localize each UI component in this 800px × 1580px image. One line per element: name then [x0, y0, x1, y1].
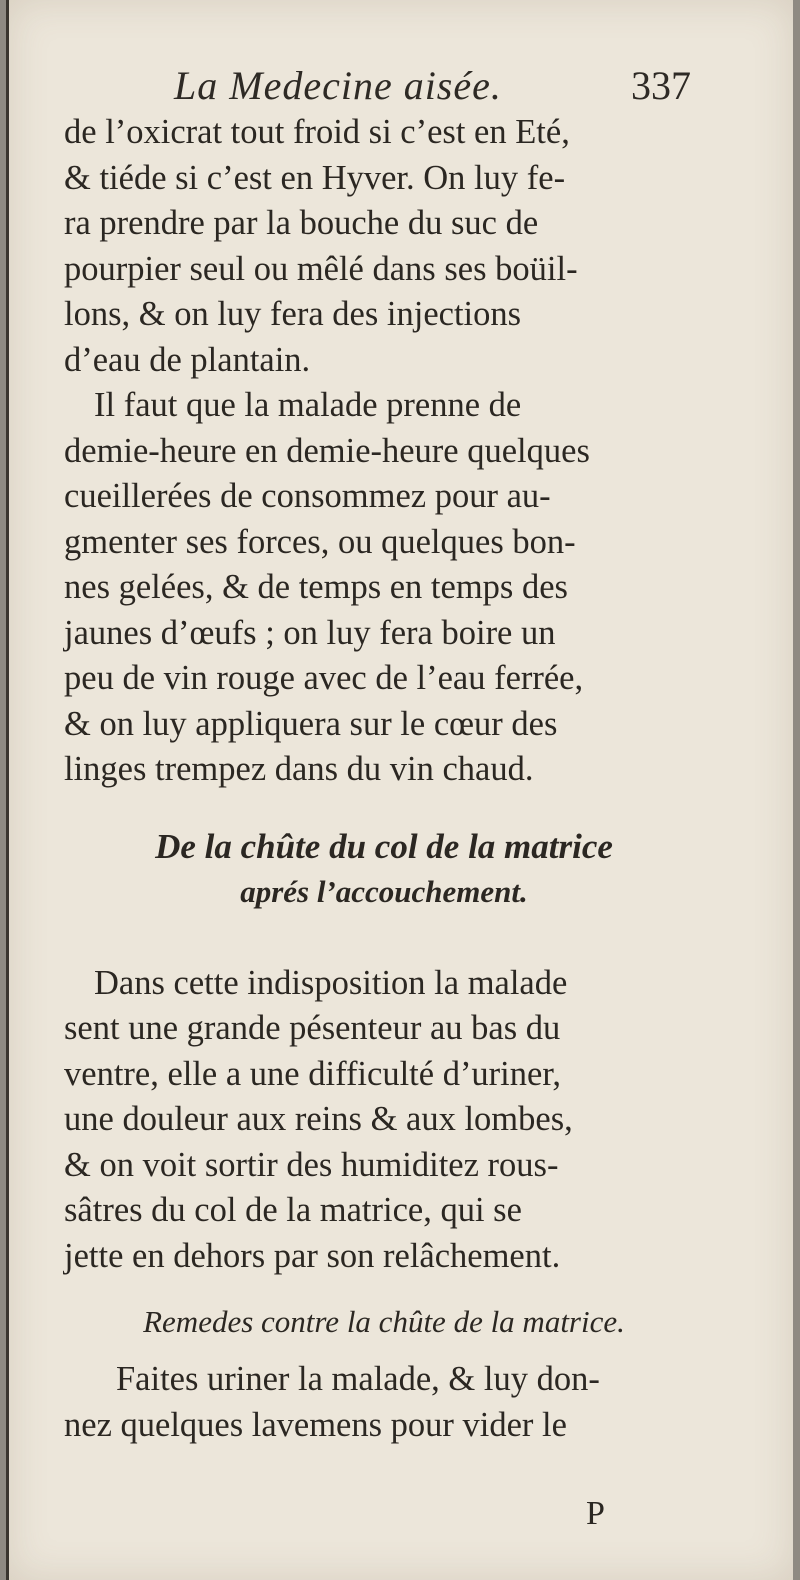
running-title: La Medecine aisée.	[174, 63, 502, 108]
text-line: d’eau de plantain.	[64, 340, 311, 379]
text-line: & tiéde si c’est en Hyver. On luy fe-	[64, 158, 566, 197]
book-page	[6, 0, 793, 1580]
text-line: ventre, elle a une difficulté d’uriner,	[64, 1054, 562, 1093]
paragraph-3	[64, 961, 704, 1280]
page-header	[9, 62, 793, 112]
page-number: 337	[631, 63, 691, 108]
text-line: Dans cette indisposition la malade	[94, 963, 568, 1002]
text-line: peu de vin rouge avec de l’eau ferrée,	[64, 659, 584, 697]
text-line: demie-heure en demie-heure quelques	[64, 431, 590, 470]
text-line: ra prendre par la bouche du suc de	[64, 204, 539, 242]
text-line: jette en dehors par son relâchement.	[64, 1236, 561, 1275]
text-line: pourpier seul ou mêlé dans ses boüil-	[64, 249, 578, 288]
text-line: sâtres du col de la matrice, qui se	[64, 1191, 522, 1229]
paragraph-4	[64, 1357, 704, 1448]
text-line: & on luy appliquera sur le cœur des	[64, 704, 558, 743]
text-line: de l’oxicrat tout froid si c’est en Eté,	[64, 113, 570, 151]
text-line: nes gelées, & de temps en temps des	[64, 568, 568, 606]
text-line: jaunes d’œufs ; on luy fera boire un	[64, 613, 556, 652]
section-heading-line2: aprés l’accouchement.	[240, 873, 528, 909]
text-line: gmenter ses forces, ou quelques bon-	[64, 522, 576, 561]
text-line: une douleur aux reins & aux lombes,	[64, 1100, 573, 1138]
remedies-heading: Remedes contre la chûte de la matrice.	[143, 1304, 625, 1339]
signature-mark: P	[586, 1495, 605, 1532]
page-body	[64, 110, 704, 1448]
text-line: sent une grande pésenteur au bas du	[64, 1009, 561, 1047]
text-line: cueillerées de consommez pour au-	[64, 477, 551, 515]
text-line: Il faut que la malade prenne de	[94, 386, 522, 424]
text-line: Faites uriner la malade, & luy don-	[116, 1360, 600, 1398]
section-heading: De la chûte du col de la matrice	[155, 826, 613, 866]
text-line: & on voit sortir des humiditez rous-	[64, 1145, 559, 1184]
paragraph-1	[64, 110, 704, 383]
text-line: lons, & on luy fera des injections	[64, 295, 522, 333]
paragraph-2	[64, 383, 704, 793]
text-line: nez quelques lavemens pour vider le	[64, 1405, 567, 1444]
text-line: linges trempez dans du vin chaud.	[64, 750, 534, 788]
